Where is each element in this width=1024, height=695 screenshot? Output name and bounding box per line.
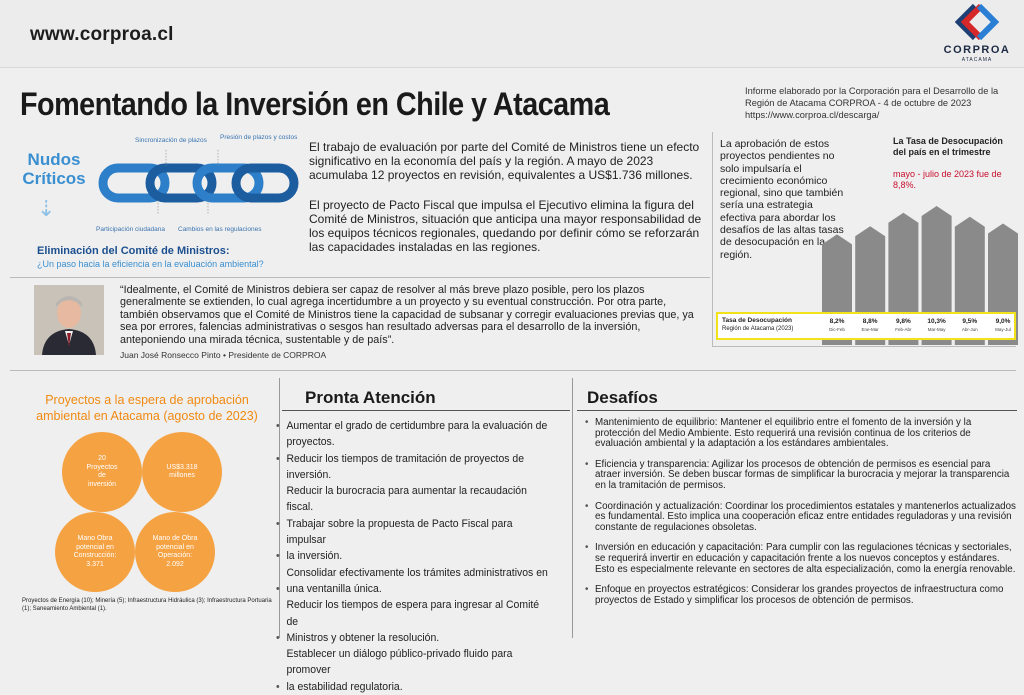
bar-value-label: 9,8% <box>895 318 911 325</box>
proyectos-footnote: Proyectos de Energía (10); Minería (5); Infraestructura Hidráulica (3); Infraestructura Portuaria (1); Saneamiento Ambiental (1). <box>22 598 272 612</box>
chain-label: Participación ciudadana <box>96 226 166 233</box>
report-note-line: Informe elaborado por la Corporación para el Desarrollo de la <box>745 86 999 96</box>
desafio-list-item: • Coordinación y actualización: Coordinar los procedimientos estatales y mantenerlos actualizados es fundamental. Esto implica una cooperación eficaz entre entidades reguladoras y una revisión constante de regulaciones obsoletas. <box>585 502 1017 534</box>
eliminacion-subtitle: ¿Un paso hacia la eficiencia en la evaluación ambiental? <box>37 259 264 269</box>
pronta-list-item: • la inversión. <box>276 548 553 564</box>
bar-value-label: 10,3% <box>927 318 946 325</box>
circle-text: 2.092 <box>166 560 184 568</box>
desafios-title: Desafíos <box>587 388 658 407</box>
chain-label: Presión de plazos y costos <box>220 134 298 141</box>
pronta-list-item: • la estabilidad regulatoria. <box>276 679 553 695</box>
president-photo <box>34 285 104 355</box>
circle-text: 3.371 <box>86 560 104 568</box>
desafio-list-item: • Enfoque en proyectos estratégicos: Considerar los grandes proyectos de infraestructura como proyectos de Estado y simplificar los procesos de obtención de permisos. <box>585 585 1017 606</box>
circle-text: Mano de Obra <box>152 535 198 542</box>
divider <box>10 370 1016 371</box>
page-title: Fomentando la Inversión en Chile y Atacama <box>20 86 610 122</box>
divider <box>577 410 1017 411</box>
pronta-list-item: Consolidar efectivamente los trámites administrativos en <box>286 566 548 579</box>
circle-text: inversión <box>87 480 116 488</box>
bar-value-label: 9,5% <box>962 318 978 325</box>
report-note <box>745 85 1015 121</box>
divider <box>10 277 710 278</box>
chart-subtitle: mayo - julio de 2023 fue de 8,8%. <box>893 169 1002 190</box>
quote-text: “Idealmente, el Comité de Ministros debiera ser capaz de resolver al más breve plazo posible, pero los plazos generalmente se extienden, lo cual agrega incertidumbre a un proyecto y su eventual construcción. Por otra parte, también observamos que el Comité de Ministros tiene la capacidad de subsanar y corregir evaluaciones previas que, ya sea por errores, falencias administrativas o sesgos han resultado adversas para el desarrollo de la inversión, anteponiendo una mirada técnica, sustentable y de país”. <box>120 284 694 346</box>
bar-category-label: Feb-Abr <box>895 327 912 332</box>
chain-links-icon <box>98 150 298 215</box>
logo-wordmark: CORPROA <box>943 44 1011 56</box>
chain-label: Sincronización de plazos <box>135 137 207 144</box>
report-note-line: Región de Atacama CORPROA - 4 de octubre de 2023 <box>745 98 972 108</box>
pronta-list-item: • Reducir los tiempos de tramitación de proyectos de inversión. <box>276 451 553 484</box>
report-url-link[interactable]: https://www.corproa.cl/descarga/ <box>745 110 880 120</box>
divider <box>282 410 570 411</box>
site-url[interactable]: www.corproa.cl <box>30 24 174 45</box>
bar-value-label: 9,0% <box>995 318 1011 325</box>
desafio-list-item: • Mantenimiento de equilibrio: Mantener el equilibrio entre el fomento de la inversión y la protección del Medio Ambiente. Esto requerirá una revisión continua de los criterios de evaluación ambiental y la adaptación a los estándares ambientales. <box>585 418 1017 450</box>
desafio-list-item: • Inversión en educación y capacitación: Para cumplir con las regulaciones técnicas y sectoriales, se requerirá invertir en educación y capacitación frente a los nuevos conceptos y estándares. Esto es especialmente relevante en sectores de alta especialización, como la energía renovable. <box>585 543 1017 575</box>
desafio-list-item: • Eficiencia y transparencia: Agilizar los procesos de obtención de permisos es esencial para atraer inversión. Se deben buscar formas de simplificar la burocracia y mejorar la transparencia en la tramitación de permisos. <box>585 460 1017 492</box>
circle-text: millones <box>169 472 195 479</box>
intro-paragraph: El trabajo de evaluación por parte del Comité de Ministros tiene un efecto significativo en la economía del país y la región. A mayo de 2023 acumulaba 12 proyectos en revisión, equivalentes a US$1.736 millones. <box>309 140 700 182</box>
proyectos-title-line: Proyectos a la espera de aprobación <box>45 393 249 407</box>
circle-text: potencial en <box>156 543 194 551</box>
eliminacion-title: Eliminación del Comité de Ministros: <box>37 245 230 257</box>
bar-category-label: Mar-May <box>927 327 946 332</box>
proyectos-title <box>22 392 272 424</box>
strip-label: Tasa de Desocupación <box>722 317 792 324</box>
pronta-atencion-title: Pronta Atención <box>305 388 436 407</box>
pronta-list-item: • Aumentar el grado de certidumbre para la evaluación de <box>276 418 553 434</box>
circle-text: 20 <box>98 455 106 462</box>
nudos-criticos-title: Nudos Críticos <box>22 150 86 188</box>
chart-title: La Tasa de Desocupación del país en el trimestre <box>893 136 1003 157</box>
circle-text: US$3.318 <box>166 463 198 471</box>
divider <box>572 378 573 638</box>
stat-circle-operacion <box>135 512 215 592</box>
arrow-down-icon: ⇣ <box>37 196 56 221</box>
pronta-list-item: proyectos. <box>286 436 335 449</box>
pronta-list-item: • Trabajar sobre la propuesta de Pacto Fiscal para impulsar <box>276 516 553 549</box>
proyectos-title-line: ambiental en Atacama (agosto de 2023) <box>36 409 258 423</box>
desafios-list <box>585 418 1017 616</box>
logo-subtitle: ATACAMA <box>961 57 993 63</box>
bar-category-label: Dic-Feb <box>829 327 845 332</box>
circle-text: potencial en <box>76 543 114 551</box>
quote-author: Juan José Ronsecco Pinto • Presidente de CORPROA <box>120 350 327 360</box>
circle-text: Mano Obra <box>77 535 113 542</box>
strip-sublabel: Región de Atacama (2023) <box>722 326 794 332</box>
pronta-list-item: Reducir la burocracia para aumentar la recaudación fiscal. <box>286 485 527 514</box>
bar-category-label: Abr-Jun <box>961 327 978 332</box>
chain-label: Cambios en las regulaciones <box>178 226 262 233</box>
stat-circle-proyectos <box>62 432 142 512</box>
bar-category-label: May-Jul <box>995 327 1011 332</box>
circle-text: Proyectos <box>86 463 118 471</box>
circle-text: de <box>98 472 106 479</box>
bar-value-label: 8,8% <box>862 318 878 325</box>
pronta-list-item: Establecer un diálogo público-privado fluido para promover <box>286 648 513 677</box>
stat-circle-construccion <box>55 512 135 592</box>
circle-text: Operación: <box>157 552 193 559</box>
stat-circle-inversion <box>142 432 222 512</box>
bar-value-label: 8,2% <box>829 318 845 325</box>
pronta-atencion-list <box>276 418 568 695</box>
circle-text: Construcción: <box>73 552 117 559</box>
pronta-list-item: • Ministros y obtener la resolución. <box>276 630 553 646</box>
pronta-list-item: Reducir los tiempos de espera para ingresar al Comité de <box>286 599 540 628</box>
desocupacion-text: La aprobación de estos proyectos pendientes no solo impulsaría el crecimiento económico regional, sino que también sería una estrategia efectiva para abordar los desafíos de las altas tasas de desocupación en la región. <box>720 138 844 261</box>
bar-category-label: Ene-Mar <box>861 327 879 332</box>
pronta-list-item: • una ventanilla única. <box>276 581 553 597</box>
intro-paragraph: El proyecto de Pacto Fiscal que impulsa el Ejecutivo elimina la figura del Comité de Ministros, situación que anticipa una mayor responsabilidad de los equipos técnicos regionales, quedando por definir cómo se reforzarán las capacidades instaladas en las regiones. <box>309 198 702 254</box>
